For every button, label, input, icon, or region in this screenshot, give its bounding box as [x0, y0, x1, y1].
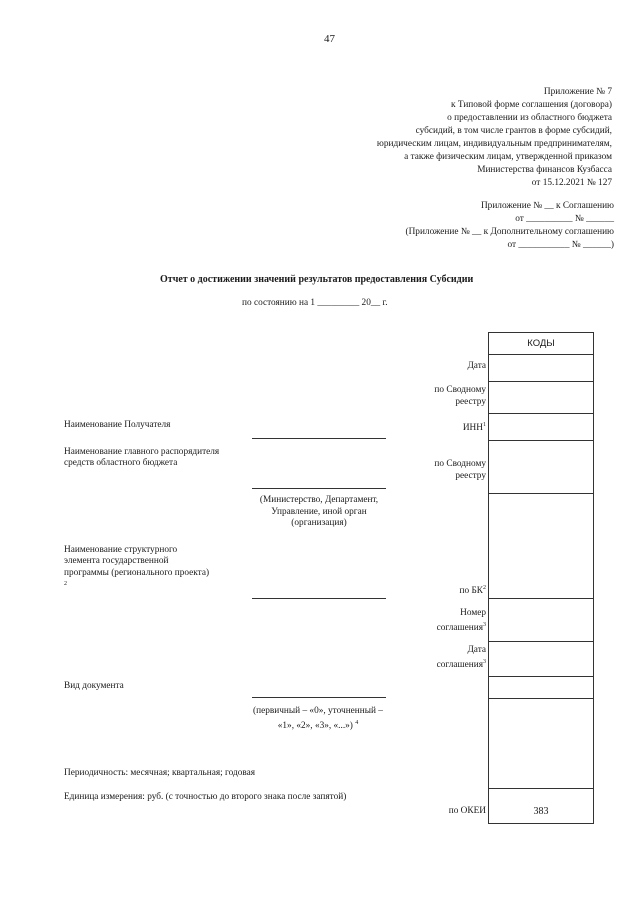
agreement-ref-line: от ___________ № ______) [507, 240, 614, 250]
okei-code: 383 [533, 806, 549, 817]
codes-row-divider [489, 381, 593, 382]
label-agreement-date [420, 645, 486, 671]
appendix-header [377, 86, 612, 190]
label-periodicity: Периодичность: месячная; квартальная; годовая [64, 768, 256, 778]
doc-type-fill-line [252, 697, 386, 698]
footnote-mark: 3 [483, 658, 486, 665]
label-svodny-reestr-1: по Сводному реестру [434, 385, 486, 407]
doc-type-note-text: (первичный – «0», уточненный – «1», «2», «3», «...») [253, 706, 383, 731]
label-bk-text: по БК [459, 586, 483, 597]
agreement-ref-line: (Приложение № __ к Дополнительному соглашению [405, 227, 614, 237]
label-agreement-number [420, 608, 486, 634]
appendix-line: Министерства финансов Кузбасса [477, 165, 612, 175]
codes-header: КОДЫ [527, 338, 555, 349]
codes-row-divider [489, 598, 593, 599]
doc-type-note [248, 706, 388, 732]
footnote-mark: 4 [355, 719, 359, 726]
appendix-line: юридическим лицам, индивидуальным предпринимателям, [376, 139, 612, 149]
agreement-ref-line: от __________ № ______ [515, 214, 614, 224]
footnote-mark: 2 [483, 585, 486, 591]
appendix-line: субсидий, в том числе грантов в форме субсидий, [415, 126, 612, 136]
report-title: Отчет о достижении значений результатов предоставления Субсидии [160, 274, 474, 285]
label-unit: Единица измерения: руб. (с точностью до второго знака после запятой) [64, 792, 347, 802]
label-date: Дата [467, 361, 486, 371]
structural-element-fill-line [252, 598, 386, 599]
label-structural-element [64, 545, 214, 593]
label-bk [430, 583, 486, 598]
codes-row-divider [489, 493, 593, 494]
report-as-of-date: по состоянию на 1 _________ 20__ г. [242, 298, 388, 308]
codes-row-divider [489, 440, 593, 441]
codes-row-divider [489, 641, 593, 642]
label-inn-text: ИНН [462, 423, 483, 434]
recipient-fill-line [252, 438, 386, 439]
page-number: 47 [324, 33, 335, 45]
codes-row-divider [489, 698, 593, 699]
label-doc-type: Вид документа [64, 681, 124, 691]
footnote-mark: 1 [483, 422, 486, 428]
appendix-line: от 15.12.2021 № 127 [531, 178, 612, 188]
codes-row-divider [489, 354, 593, 355]
codes-table [488, 332, 594, 824]
label-recipient: Наименование Получателя [64, 420, 171, 430]
agreement-reference [406, 200, 615, 252]
appendix-line: о предоставлении из областного бюджета [447, 113, 612, 123]
label-svodny-reestr-2: по Сводному реестру [434, 459, 486, 481]
appendix-line: к Типовой форме соглашения (договора) [451, 100, 612, 110]
label-okei: по ОКЕИ [448, 806, 486, 816]
codes-row-divider [489, 413, 593, 414]
footnote-mark: 2 [64, 580, 67, 587]
ministry-note: (Министерство, Департамент, Управление, иной орган (организация) [259, 495, 379, 528]
label-agreement-date-text: Дата соглашения [436, 645, 486, 670]
appendix-line: Приложение № 7 [543, 87, 612, 97]
label-main-manager: Наименование главного распорядителя средств областного бюджета [64, 447, 220, 469]
appendix-line: а также физическим лицам, утвержденной приказом [404, 152, 612, 162]
label-inn [440, 420, 486, 435]
main-manager-fill-line [252, 488, 386, 489]
label-structural-element-text: Наименование структурного элемента государственной программы (регионального проекта) [64, 545, 210, 578]
footnote-mark: 3 [483, 621, 486, 628]
label-agreement-number-text: Номер соглашения [436, 608, 486, 633]
codes-row-divider [489, 788, 593, 789]
codes-row-divider [489, 676, 593, 677]
agreement-ref-line: Приложение № __ к Соглашению [480, 201, 614, 211]
